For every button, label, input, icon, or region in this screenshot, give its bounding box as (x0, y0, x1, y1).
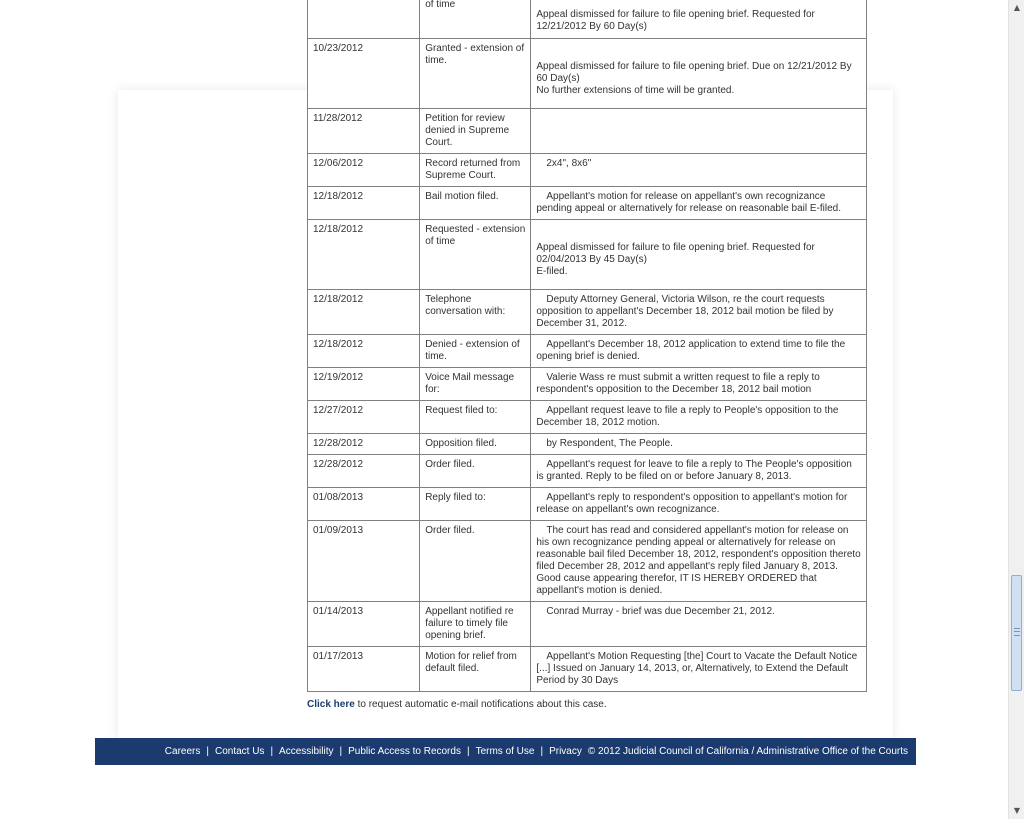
table-row (308, 154, 867, 187)
docket-date: 12/06/2012 (308, 154, 420, 187)
docket-description (531, 109, 867, 154)
docket-date: 12/27/2012 (308, 401, 420, 434)
docket-description: Appellant's request for leave to file a reply to The People's opposition is granted. Reply to be filed on or before January 8, 2013. (531, 455, 867, 488)
docket-event: Appellant notified re failure to timely file opening brief. (420, 602, 531, 647)
docket-description: Appellant's Motion Requesting [the] Court to Vacate the Default Notice [...] Issued on January 14, 2013, or, Alternatively, to Extend the Default Period by 30 Days (531, 647, 867, 692)
docket-description-text: Appeal dismissed for failure to file opening brief. Requested for 02/04/2013 By 45 Day(s) (536, 242, 815, 265)
docket-date: 12/18/2012 (308, 290, 420, 335)
docket-event: Requested - extension of time (420, 220, 531, 290)
docket-event: Request filed to: (420, 401, 531, 434)
footer-link-privacy[interactable]: Privacy (549, 746, 582, 757)
down-arrow-icon[interactable]: ▼ (1013, 806, 1021, 815)
table-row (308, 368, 867, 401)
docket-description-note: No further extensions of time will be granted. (536, 85, 735, 96)
docket-event: of time (420, 0, 531, 39)
docket-event: Order filed. (420, 521, 531, 602)
docket-event: Granted - extension of time. (420, 39, 531, 109)
docket-description: The court has read and considered appellant's motion for release on his own recognizance pending appeal or alternatively for release on reasonable bail filed December 18, 2012, respondent's opposition thereto filed December 28, 2012 and appellant's reply filed January 8, 2013. Good cause appearing therefor, IT IS HEREBY ORDERED that appellant's motion is denied. (531, 521, 867, 602)
footer-bar (95, 738, 916, 765)
docket-date (308, 0, 420, 39)
docket-description: Deputy Attorney General, Victoria Wilson, re the court requests opposition to appellant's December 18, 2012 bail motion be filed by December 31, 2012. (531, 290, 867, 335)
footer-link-public-access[interactable]: Public Access to Records (348, 746, 461, 757)
table-row (308, 290, 867, 335)
docket-description-text: Appeal dismissed for failure to file opening brief. Requested for 12/21/2012 By 60 Day(s) (536, 9, 815, 32)
docket-description (531, 0, 867, 39)
docket-event: Motion for relief from default filed. (420, 647, 531, 692)
docket-description: Appellant's December 18, 2012 application to extend time to file the opening brief is denied. (531, 335, 867, 368)
docket-date: 12/28/2012 (308, 455, 420, 488)
docket-date: 10/23/2012 (308, 39, 420, 109)
table-row (308, 521, 867, 602)
table-row (308, 109, 867, 154)
table-row (308, 187, 867, 220)
vertical-scrollbar[interactable] (1008, 0, 1024, 819)
docket-date: 12/18/2012 (308, 220, 420, 290)
table-row (308, 434, 867, 455)
docket-date: 01/09/2013 (308, 521, 420, 602)
footer-copyright: © 2012 Judicial Council of California / Administrative Office of the Courts (587, 746, 908, 757)
footer-separator: | (206, 746, 209, 757)
scrollbar-thumb[interactable] (1011, 575, 1022, 691)
docket-description (531, 39, 867, 109)
docket-description: 2x4", 8x6" (531, 154, 867, 187)
docket-date: 01/17/2013 (308, 647, 420, 692)
docket-event: Bail motion filed. (420, 187, 531, 220)
footer-separator: | (540, 746, 544, 757)
table-row (308, 647, 867, 692)
table-row (308, 0, 867, 39)
footer-link-accessibility[interactable]: Accessibility (279, 746, 334, 757)
docket-description: Appellant's reply to respondent's opposition to appellant's motion for release on appellant's own recognizance. (531, 488, 867, 521)
table-row (308, 455, 867, 488)
table-row (308, 220, 867, 290)
docket-description: Conrad Murray - brief was due December 21, 2012. (531, 602, 867, 647)
footer-separator: | (466, 746, 470, 757)
docket-date: 12/28/2012 (308, 434, 420, 455)
docket-date: 01/14/2013 (308, 602, 420, 647)
docket-date: 12/19/2012 (308, 368, 420, 401)
docket-table (307, 0, 867, 692)
docket-description-text: Appeal dismissed for failure to file opening brief. Due on 12/21/2012 By 60 Day(s) (536, 61, 852, 84)
table-row (308, 602, 867, 647)
docket-event: Opposition filed. (420, 434, 531, 455)
docket-event: Denied - extension of time. (420, 335, 531, 368)
docket-date: 11/28/2012 (308, 109, 420, 154)
footer-link-terms-of-use[interactable]: Terms of Use (475, 746, 535, 757)
footer-link-careers[interactable]: Careers (164, 746, 201, 757)
table-row (308, 488, 867, 521)
docket-event: Telephone conversation with: (420, 290, 531, 335)
email-notification-link[interactable]: Click here (307, 699, 355, 710)
docket-date: 12/18/2012 (308, 335, 420, 368)
footer-separator: | (270, 746, 274, 757)
notification-line (307, 699, 607, 711)
table-row (308, 401, 867, 434)
docket-description: Valerie Wass re must submit a written request to file a reply to respondent's opposition to the December 18, 2012 bail motion (531, 368, 867, 401)
grip-icon (1014, 628, 1020, 636)
docket-description: Appellant request leave to file a reply to People's opposition to the December 18, 2012 motion. (531, 401, 867, 434)
docket-date: 12/18/2012 (308, 187, 420, 220)
footer-link-contact-us[interactable]: Contact Us (214, 746, 265, 757)
docket-description: Appellant's motion for release on appellant's own recognizance pending appeal or alternatively for release on reasonable bail E-filed. (531, 187, 867, 220)
notification-text: to request automatic e-mail notifications about this case. (354, 699, 607, 710)
docket-event: Reply filed to: (420, 488, 531, 521)
docket-event: Petition for review denied in Supreme Court. (420, 109, 531, 154)
table-row (308, 39, 867, 109)
up-arrow-icon[interactable]: ▲ (1013, 3, 1021, 12)
docket-description-note: E-filed. (536, 266, 568, 277)
docket-description: by Respondent, The People. (531, 434, 867, 455)
table-row (308, 335, 867, 368)
footer-separator: | (339, 746, 343, 757)
docket-date: 01/08/2013 (308, 488, 420, 521)
docket-event: Voice Mail message for: (420, 368, 531, 401)
docket-event: Record returned from Supreme Court. (420, 154, 531, 187)
docket-description (531, 220, 867, 290)
docket-event: Order filed. (420, 455, 531, 488)
